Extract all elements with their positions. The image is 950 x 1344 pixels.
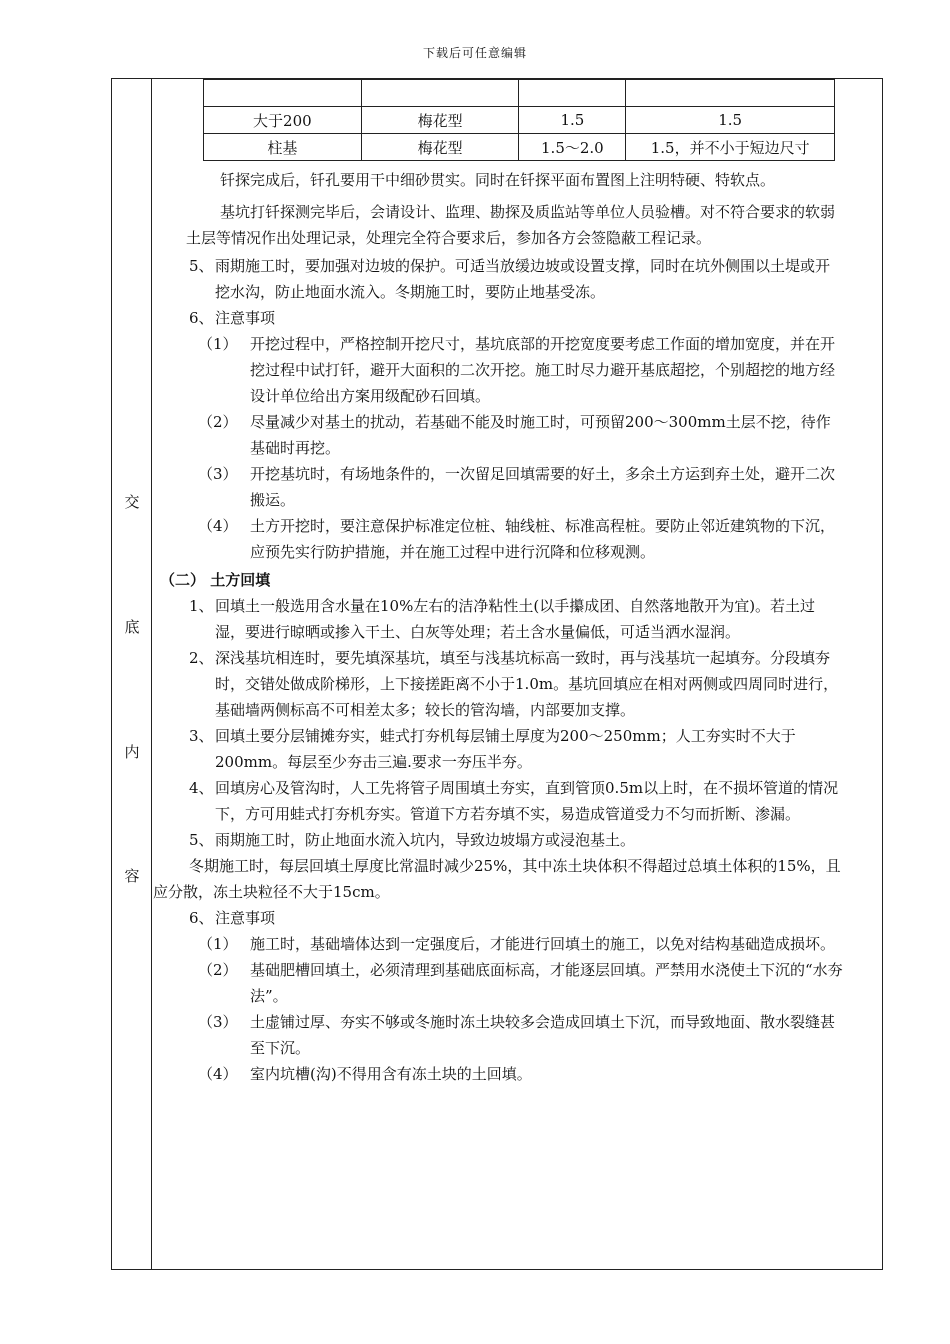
list-item: 4、 回填房心及管沟时，人工先将管子周围填土夯实，直到管顶0.5m以上时，在不损坏管道的情况下，方可用蛙式打夯机夯实。管道下方若夯填不实，易造成管道受力不匀而折断、渗漏。 bbox=[189, 779, 839, 823]
list-item: 3、 回填土要分层铺摊夯实，蛙式打夯机每层铺土厚度为200～250mm；人工夯实时不大于200mm。每层至少夯击三遍.要求一夯压半夯。 bbox=[189, 727, 796, 771]
sub-list-item: （3） 开挖基坑时，有场地条件的，一次留足回填需要的好土，多余土方运到弃土处，避开二次搬运。 bbox=[198, 465, 836, 509]
label-char-4: 容 bbox=[124, 867, 140, 885]
spec-table bbox=[203, 79, 835, 161]
table-cell: 梅花型 bbox=[361, 107, 519, 134]
header-note: 下载后可任意编辑 bbox=[422, 46, 527, 60]
list-item: 6、 注意事项 bbox=[189, 309, 276, 327]
sub-list-item: （3） 土虚铺过厚、夯实不够或冬施时冻土块较多会造成回填土下沉，而导致地面、散水裂缝甚至下沉。 bbox=[198, 1013, 836, 1057]
list-item: 2、 深浅基坑相连时，要先填深基坑，填至与浅基坑标高一致时，再与浅基坑一起填夯。分段填夯时，交错处做成阶梯形，上下接搓距离不小于1.0m。基坑回填应在相对两侧或四周同时进行，基础墙两侧标高不可相差太多；较长的管沟墙，内部要加支撑。 bbox=[189, 649, 839, 719]
sub-list-item: （1） 施工时，基础墙体达到一定强度后，才能进行回填土的施工，以免对结构基础造成损坏。 bbox=[198, 935, 836, 953]
table-row bbox=[204, 134, 835, 161]
table-cell bbox=[361, 80, 519, 107]
label-char-2: 底 bbox=[124, 618, 140, 636]
list-item: 1、 回填土一般选用含水量在10%左右的洁净粘性土(以手攥成团、自然落地散开为宜)。若土过湿，要进行晾晒或掺入干土、白灰等处理；若土含水量偏低，可适当洒水湿润。 bbox=[189, 597, 816, 641]
list-item: 5、 雨期施工时，防止地面水流入坑内，导致边坡塌方或浸泡基土。 bbox=[189, 831, 636, 849]
sub-list-item: （2） 尽量减少对基土的扰动，若基础不能及时施工时，可预留200～300mm土层不挖，待作基础时再挖。 bbox=[198, 413, 831, 457]
table-cell bbox=[519, 80, 626, 107]
table-cell bbox=[626, 80, 835, 107]
body-text bbox=[153, 167, 843, 1087]
section-heading: （二） 土方回填 bbox=[160, 571, 271, 589]
paragraph: 冬期施工时，每层回填土厚度比常温时减少25%，其中冻土块体积不得超过总填土体积的15%，且应分散，冻土块粒径不大于15cm。 bbox=[153, 857, 841, 901]
paragraph: 钎探完成后，钎孔要用干中细砂贯实。同时在钎探平面布置图上注明特硬、特软点。 bbox=[220, 171, 776, 189]
table-cell: 梅花型 bbox=[361, 134, 519, 161]
sub-list-item: （1） 开挖过程中，严格控制开挖尺寸，基坑底部的开挖宽度要考虑工作面的增加宽度，并在开挖过程中试打钎，避开大面积的二次开挖。施工时尽力避开基底超挖，个别超挖的地方经设计单位给出方案用级配砂石回填。 bbox=[198, 335, 836, 405]
label-char-3: 内 bbox=[124, 743, 140, 761]
table-row bbox=[204, 80, 835, 107]
sub-list-item: （4） 土方开挖时，要注意保护标准定位桩、轴线桩、标准高程桩。要防止邻近建筑物的下沉，应预先实行防护措施，并在施工过程中进行沉降和位移观测。 bbox=[198, 517, 836, 561]
sub-list-item: （2） 基础肥槽回填土，必须清理到基础底面标高，才能逐层回填。严禁用水浇使土下沉的“水夯法”。 bbox=[198, 961, 843, 1005]
label-char-1: 交 bbox=[124, 493, 140, 511]
list-item: 6、 注意事项 bbox=[189, 909, 276, 927]
label-column bbox=[112, 79, 152, 1269]
table-row bbox=[204, 107, 835, 134]
table-cell: 1.5 bbox=[519, 107, 626, 134]
table-cell: 大于200 bbox=[204, 107, 362, 134]
table-cell: 1.5～2.0 bbox=[519, 134, 626, 161]
table-cell bbox=[204, 80, 362, 107]
paragraph: 基坑打钎探测完毕后，会请设计、监理、勘探及质监站等单位人员验槽。对不符合要求的软弱土层等情况作出处理记录，处理完全符合要求后，参加各方会签隐蔽工程记录。 bbox=[186, 203, 836, 247]
table-cell: 柱基 bbox=[204, 134, 362, 161]
table-cell: 1.5 bbox=[626, 107, 835, 134]
list-item: 5、 雨期施工时，要加强对边坡的保护。可适当放缓边坡或设置支撑，同时在坑外侧围以土堤或开挖水沟，防止地面水流入。冬期施工时，要防止地基受冻。 bbox=[189, 257, 831, 301]
table-cell: 1.5，并不小于短边尺寸 bbox=[626, 134, 835, 161]
sub-list-item: （4） 室内坑槽(沟)不得用含有冻土块的土回填。 bbox=[198, 1065, 532, 1083]
disclosure-form bbox=[111, 78, 883, 1270]
